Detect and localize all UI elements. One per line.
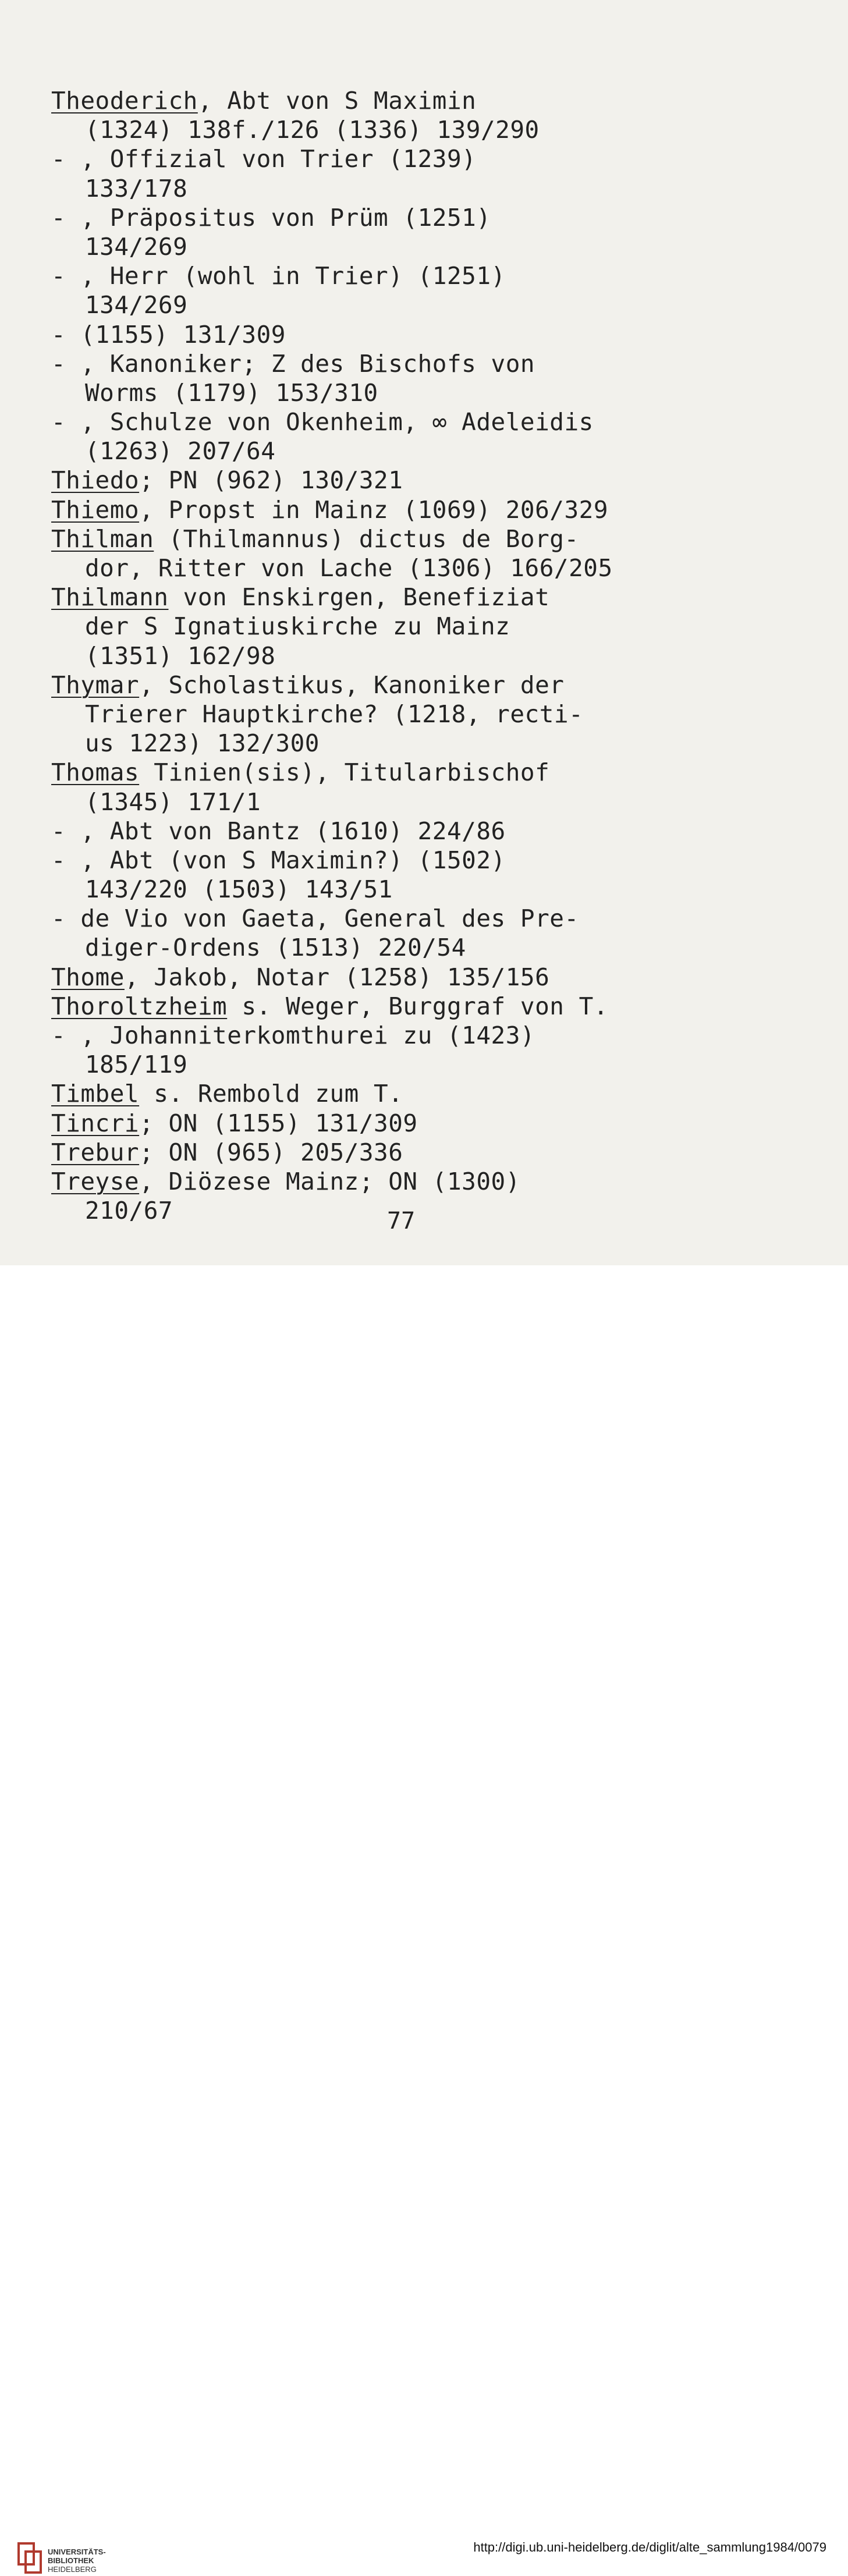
index-line (51, 729, 645, 758)
entry-text: 133/178 (85, 174, 188, 203)
entry-text: (1263) 207/64 (85, 437, 276, 466)
index-line (51, 758, 645, 787)
index-line (51, 349, 645, 378)
entry-headword: Treyse (51, 1167, 140, 1195)
index-line (51, 846, 645, 875)
index-line (51, 670, 645, 700)
entry-text: - , Präpositus von Prüm (1251) (51, 203, 491, 232)
library-line-1: UNIVERSITÄTS- (48, 2547, 106, 2556)
index-line (51, 378, 645, 407)
entry-text: - (1155) 131/309 (51, 320, 286, 349)
entry-headword: Timbel (51, 1080, 140, 1108)
index-line (51, 963, 645, 992)
entry-headword: Thomas (51, 758, 140, 787)
entry-text: , Diözese Mainz; ON (1300) (139, 1167, 520, 1195)
entry-text: , Scholastikus, Kanoniker der (139, 670, 565, 699)
entry-headword: Thilman (51, 524, 154, 553)
index-line (51, 612, 645, 641)
index-line (51, 407, 645, 437)
entry-text: 185/119 (85, 1051, 188, 1079)
page-number: 77 (387, 1208, 416, 1234)
entry-headword: Trebur (51, 1138, 140, 1166)
index-line (51, 232, 645, 261)
index-line (51, 992, 645, 1021)
index-line (51, 553, 645, 583)
entry-text: - , Herr (wohl in Trier) (1251) (51, 262, 506, 290)
entry-text: ; ON (965) 205/336 (139, 1138, 403, 1166)
entry-text: - , Kanoniker; Z des Bischofs von (51, 349, 535, 378)
library-line-2: BIBLIOTHEK (48, 2556, 94, 2565)
entry-text: dor, Ritter von Lache (1306) 166/205 (85, 554, 613, 582)
index-line (51, 320, 645, 349)
entry-text: , Propst in Mainz (1069) 206/329 (139, 495, 608, 524)
library-line-3: HEIDELBERG (48, 2565, 97, 2574)
index-line (51, 1109, 645, 1138)
scanned-page (0, 0, 848, 1265)
entry-text: ; PN (962) 130/321 (139, 466, 403, 495)
index-line (51, 86, 645, 115)
entry-headword: Thilmann (51, 583, 169, 612)
library-logo-icon (17, 2541, 42, 2576)
entry-text: , Abt von S Maximin (197, 87, 477, 115)
index-line (51, 524, 645, 553)
entry-text: von Enskirgen, Benefiziat (168, 583, 550, 612)
index-line (51, 437, 645, 466)
index-line (51, 787, 645, 817)
index-line (51, 144, 645, 173)
index-line (51, 817, 645, 846)
entry-text: s. Weger, Burggraf von T. (227, 992, 609, 1020)
entry-text: 134/269 (85, 232, 188, 261)
index-line (51, 583, 645, 612)
footer (0, 1265, 848, 2574)
index-line (51, 174, 645, 203)
entry-headword: Tincri (51, 1109, 140, 1137)
index-line (51, 290, 645, 320)
entry-text: - , Offizial von Trier (1239) (51, 145, 477, 173)
entry-text: diger-Ordens (1513) 220/54 (85, 934, 466, 962)
index-line (51, 1021, 645, 1050)
entry-text: us 1223) 132/300 (85, 729, 320, 758)
index-line (51, 1079, 645, 1108)
entry-text: 134/269 (85, 291, 188, 320)
entry-headword: Thiemo (51, 495, 140, 524)
entry-headword: Thome (51, 963, 125, 991)
index-line (51, 115, 645, 144)
source-url[interactable]: http://digi.ub.uni-heidelberg.de/diglit/alte_sammlung1984/0079 (473, 2540, 826, 2554)
index-line (51, 1196, 645, 1225)
index-line (51, 933, 645, 962)
entry-text: , Jakob, Notar (1258) 135/156 (124, 963, 550, 991)
index-line (51, 641, 645, 670)
index-line (51, 1138, 645, 1167)
entry-text: 210/67 (85, 1197, 173, 1225)
index-line (51, 466, 645, 495)
entry-text: - , Johanniterkomthurei zu (1423) (51, 1021, 535, 1049)
index-list (51, 86, 645, 1225)
entry-text: ; ON (1155) 131/309 (139, 1109, 418, 1137)
index-line (51, 203, 645, 232)
library-name (48, 2547, 106, 2574)
entry-text: Worms (1179) 153/310 (85, 378, 378, 407)
entry-text: - de Vio von Gaeta, General des Pre- (51, 904, 579, 933)
entry-text: Trierer Hauptkirche? (1218, recti- (85, 700, 584, 728)
index-line (51, 904, 645, 933)
entry-headword: Theoderich (51, 87, 198, 115)
entry-text: - , Abt von Bantz (1610) 224/86 (51, 817, 506, 845)
entry-text: 143/220 (1503) 143/51 (85, 875, 393, 904)
index-line (51, 875, 645, 904)
entry-text: (1324) 138f./126 (1336) 139/290 (85, 116, 540, 144)
index-line (51, 700, 645, 729)
index-line (51, 1167, 645, 1196)
index-line (51, 261, 645, 290)
entry-text: (Thilmannus) dictus de Borg- (154, 524, 579, 553)
entry-headword: Thiedo (51, 466, 140, 495)
entry-text: (1345) 171/1 (85, 787, 261, 816)
entry-text: - , Schulze von Okenheim, ∞ Adeleidis (51, 408, 594, 437)
entry-text: s. Rembold zum T. (139, 1080, 403, 1108)
entry-text: Tinien(sis), Titularbischof (139, 758, 550, 787)
entry-text: (1351) 162/98 (85, 641, 276, 670)
index-line (51, 495, 645, 524)
entry-headword: Thymar (51, 670, 140, 699)
entry-headword: Thoroltzheim (51, 992, 228, 1020)
entry-text: - , Abt (von S Maximin?) (1502) (51, 846, 506, 874)
index-line (51, 1050, 645, 1079)
entry-text: der S Ignatiuskirche zu Mainz (85, 612, 510, 641)
